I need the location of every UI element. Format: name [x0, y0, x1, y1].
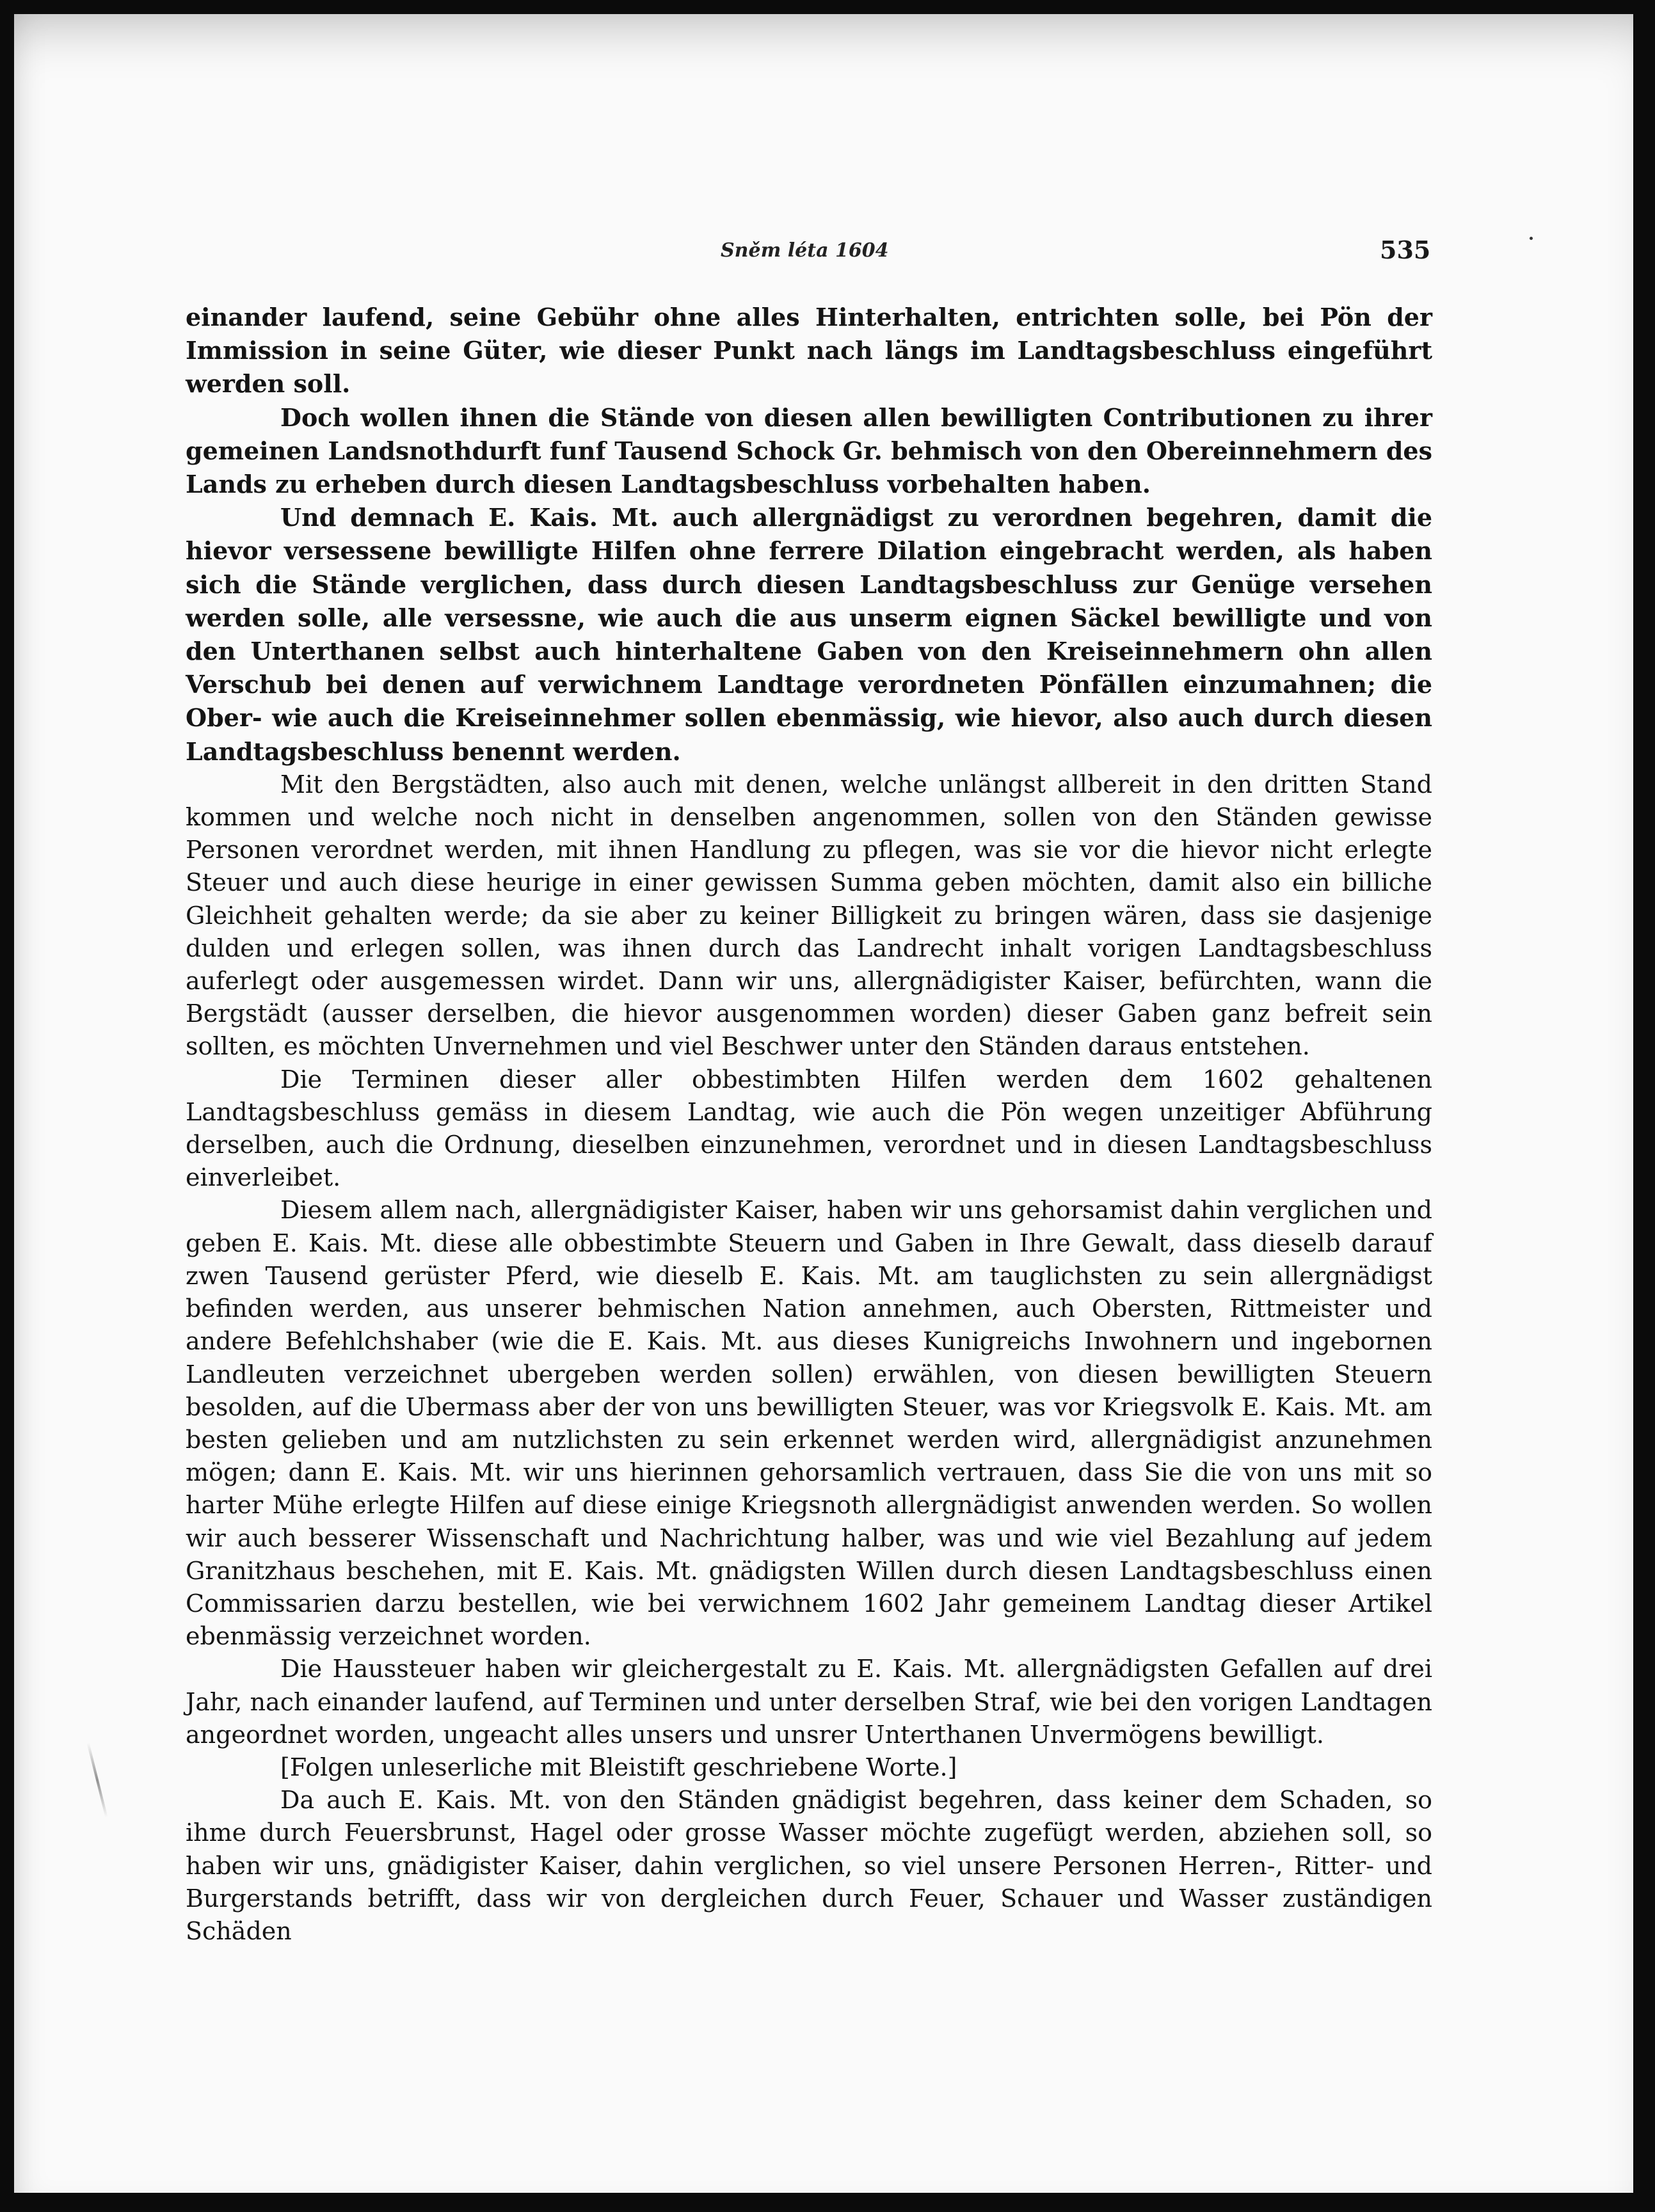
- paragraph-6: [186, 1194, 1432, 1653]
- paragraph-5-text: Die Terminen dieser aller obbestimbten Hilfen werden dem 1602 gehaltenen Landtagsbeschluss gemäss in diesem Landtag, wie auch die Pön wegen unzeitiger Abführung derselben, auch die Ordnung, dieselben einzunehmen, verordnet und in diesen Landtagsbeschluss einverleibet.: [186, 1065, 1432, 1192]
- paragraph-1: [186, 301, 1432, 401]
- document-page: [14, 14, 1633, 2193]
- running-head: [14, 235, 1633, 270]
- page-number: 535: [1380, 235, 1431, 264]
- paragraph-3-text: Und demnach E. Kais. Mt. auch allergnädigst zu verordnen begehren, damit die hievor versessene bewilligte Hilfen ohne ferrere Dilation eingebracht werden, als haben sich die Stände verglichen, dass durch diesen Landtagsbeschluss zur Genüge versehen werden solle, alle versessne, wie auch die aus unserm eignen Säckel bewilligte und von den Unterthanen selbst auch hinterhaltene Gaben von den Kreiseinnehmern ohn allen Verschub bei denen auf verwichnem Landtage verordneten Pönfällen einzumahnen; die Ober- wie auch die Kreiseinnehmer sollen ebenmässig, wie hievor, also auch durch diesen Landtagsbeschluss benennt werden.: [186, 503, 1432, 766]
- paragraph-1-text: einander laufend, seine Gebühr ohne alles Hinterhalten, entrichten solle, bei Pön der Immission in seine Güter, wie dieser Punkt nach längs im Landtagsbeschluss eingeführt werden soll.: [186, 303, 1432, 399]
- editorial-note-text: [Folgen unleserliche mit Bleistift geschriebene Worte.]: [280, 1753, 957, 1781]
- paragraph-2: [186, 401, 1432, 502]
- paragraph-7: [186, 1653, 1432, 1751]
- body-text: [186, 301, 1432, 1948]
- running-title: Sněm léta 1604: [721, 239, 889, 262]
- paragraph-5: [186, 1063, 1432, 1195]
- paragraph-4: [186, 768, 1432, 1063]
- paragraph-9-text: Da auch E. Kais. Mt. von den Ständen gnädigist begehren, dass keiner dem Schaden, so ihme durch Feuersbrunst, Hagel oder grosse Wasser möchte zugefügt werden, abziehen soll, so haben wir uns, gnädigister Kaiser, dahin verglichen, so viel unsere Personen Herren-, Ritter- und Burgerstands betrifft, dass wir von dergleichen durch Feuer, Schauer und Wasser zuständigen Schäden: [186, 1786, 1432, 1945]
- paragraph-2-text: Doch wollen ihnen die Stände von diesen allen bewilligten Contributionen zu ihrer gemeinen Landsnothdurft funf Tausend Schock Gr. behmisch von den Obereinnehmern des Lands zu erheben durch diesen Landtagsbeschluss vorbehalten haben.: [186, 402, 1432, 499]
- paragraph-4-text: Mit den Bergstädten, also auch mit denen, welche unlängst allbereit in den dritten Stand kommen und welche noch nicht in denselben angenommen, sollen von den Ständen gewisse Personen verordnet werden, mit ihnen Handlung zu pflegen, was sie vor die hievor nicht erlegte Steuer und auch diese heurige in einer gewissen Summa geben möchten, damit also ein billiche Gleichheit gehalten werde; da sie aber zu keiner Billigkeit zu bringen wären, dass sie dasjenige dulden und erlegen sollen, was ihnen durch das Landrecht inhalt vorigen Landtagsbeschluss auferlegt oder ausgemessen wirdet. Dann wir uns, allergnädigister Kaiser, befürchten, wann die Bergstädt (ausser derselben, die hievor ausgenommen worden) dieser Gaben ganz befreit sein sollten, es möchten Unvernehmen und viel Beschwer unter den Ständen daraus entstehen.: [186, 770, 1432, 1061]
- paragraph-7-text: Die Haussteuer haben wir gleichergestalt zu E. Kais. Mt. allergnädigsten Gefallen auf drei Jahr, nach einander laufend, auf Terminen und unter derselben Straf, wie bei den vorigen Landtagen angeordnet worden, ungeacht alles unsers und unsrer Unterthanen Unvermögens bewilligt.: [186, 1655, 1432, 1749]
- margin-pencil-mark: [87, 1742, 108, 1817]
- paragraph-6-text: Diesem allem nach, allergnädigister Kaiser, haben wir uns gehorsamist dahin verglichen und geben E. Kais. Mt. diese alle obbestimbte Steuern und Gaben in Ihre Gewalt, dass dieselb darauf zwen Tausend gerüster Pferd, wie dieselb E. Kais. Mt. am tauglichsten zu sein allergnädigst befinden werden, aus unserer behmischen Nation annehmen, auch Obersten, Rittmeister und andere Befehlchshaber (wie die E. Kais. Mt. aus dieses Kunigreichs Inwohnern und ingebornen Landleuten verzeichnet ubergeben werden sollen) erwählen, von diesen bewilligten Steuern besolden, auf die Ubermass aber der von uns bewilligten Steuer, was vor Kriegsvolk E. Kais. Mt. am besten gelieben und am nutzlichsten zu sein erkennet werden wird, allergnädigist anzunehmen mögen; dann E. Kais. Mt. wir uns hierinnen gehorsamlich vertrauen, dass Sie die von uns mit so harter Mühe erlegte Hilfen auf diese einige Kriegsnoth allergnädigist anwenden werden. So wollen wir auch besserer Wissenschaft und Nachrichtung halber, was und wie viel Bezahlung auf jedem Granitzhaus beschehen, mit E. Kais. Mt. gnädigsten Willen durch diesen Landtagsbeschluss einen Commissarien darzu bestellen, wie bei verwichnem 1602 Jahr gemeinem Landtag dieser Artikel ebenmässig verzeichnet worden.: [186, 1196, 1432, 1651]
- editorial-note: [186, 1751, 1432, 1784]
- paragraph-3: [186, 501, 1432, 768]
- paragraph-9: [186, 1784, 1432, 1948]
